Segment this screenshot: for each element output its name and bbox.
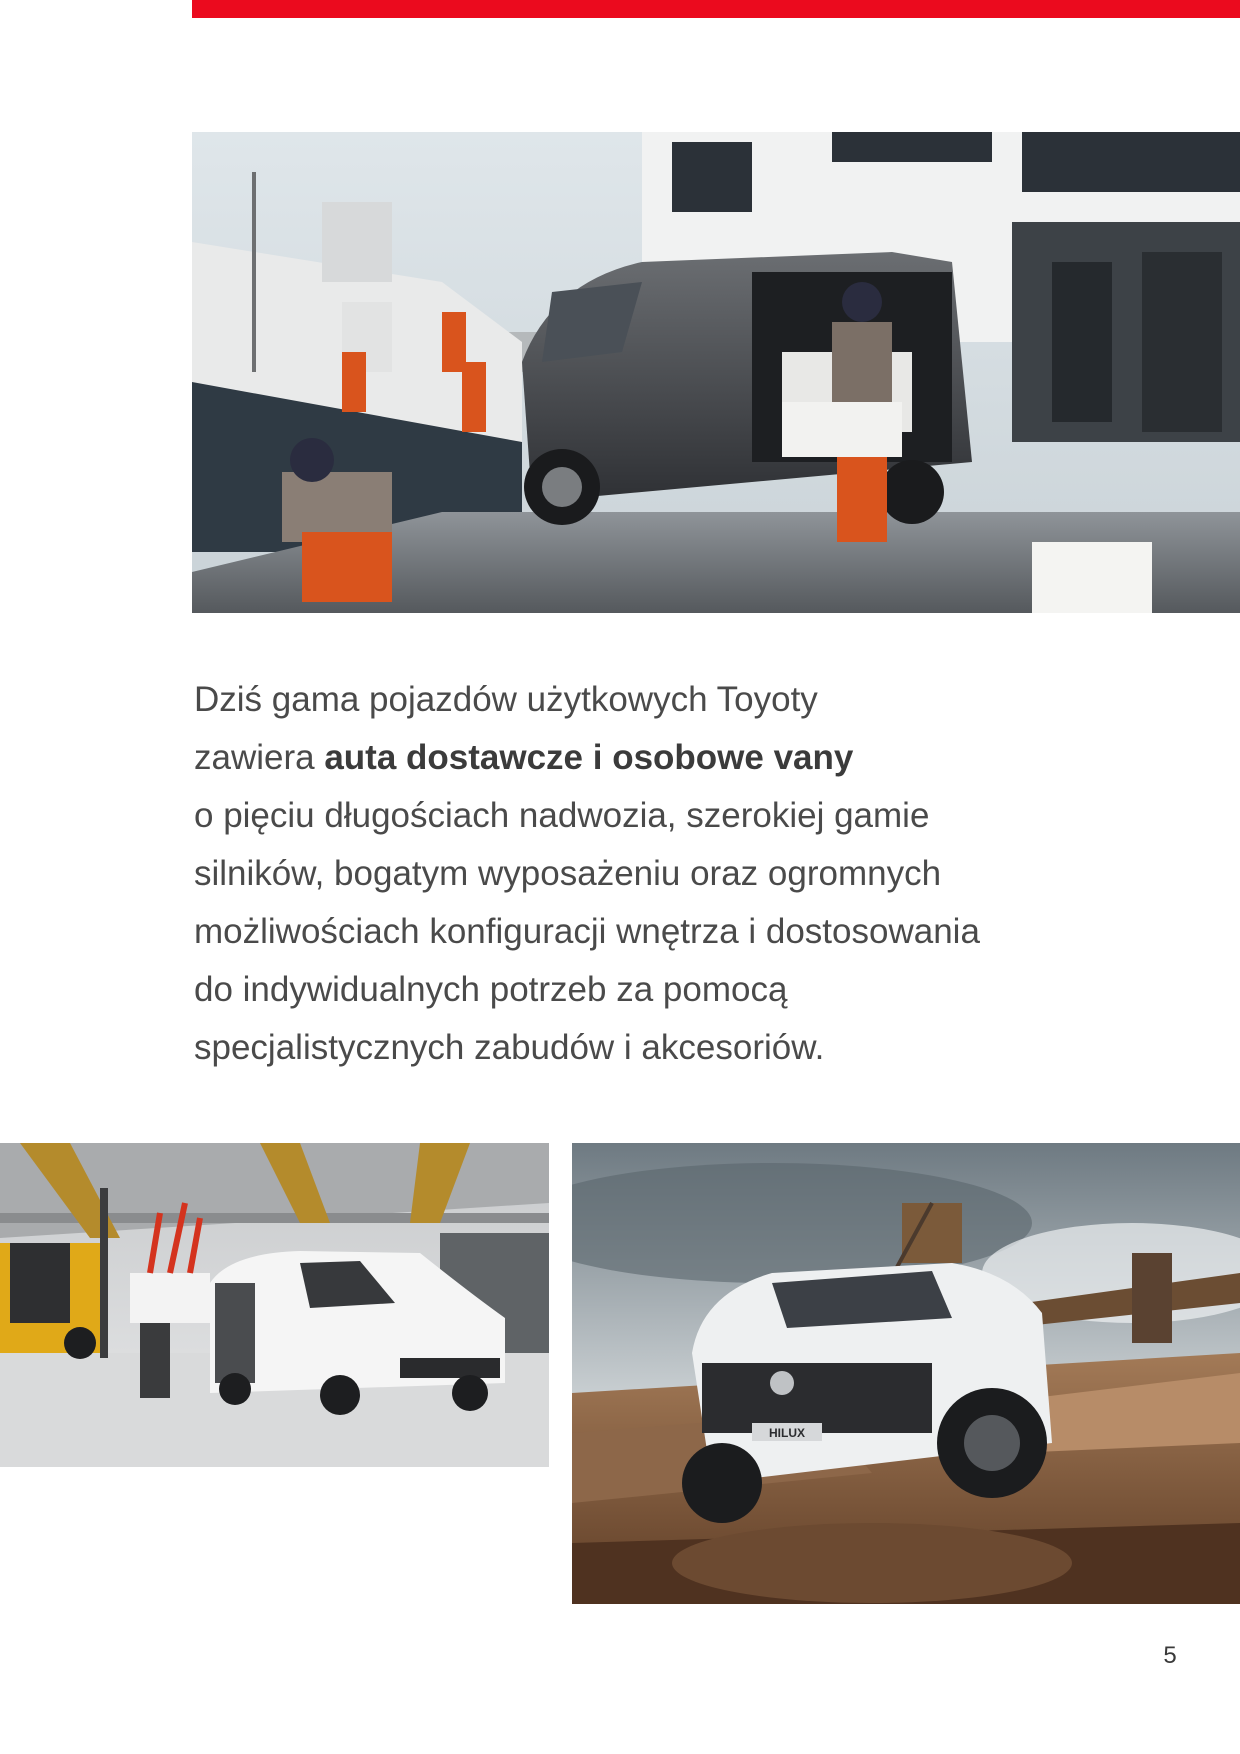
intro-line: silników, bogatym wyposażeniu oraz ogromnych — [194, 854, 942, 893]
intro-line: możliwościach konfiguracji wnętrza i dostosowania — [194, 912, 980, 951]
intro-line — [194, 729, 1154, 787]
hilux-pickup-photo — [572, 1143, 1240, 1604]
intro-line: Dziś gama pojazdów użytkowych Toyoty — [194, 680, 818, 719]
harbor-van-photo — [192, 132, 1240, 613]
warehouse-van-photo — [0, 1143, 549, 1467]
intro-highlight: auta dostawcze i osobowe vany — [324, 738, 854, 777]
intro-line: specjalistycznych zabudów i akcesoriów. — [194, 1028, 825, 1067]
intro-line: do indywidualnych potrzeb za pomocą — [194, 970, 788, 1009]
top-accent-bar — [192, 0, 1240, 18]
intro-line: o pięciu długościach nadwozia, szerokiej gamie — [194, 796, 930, 835]
hilux-badge: HILUX — [769, 1426, 805, 1440]
page-number: 5 — [1163, 1642, 1177, 1669]
intro-paragraph — [194, 671, 1154, 1077]
intro-text: zawiera — [194, 738, 325, 777]
